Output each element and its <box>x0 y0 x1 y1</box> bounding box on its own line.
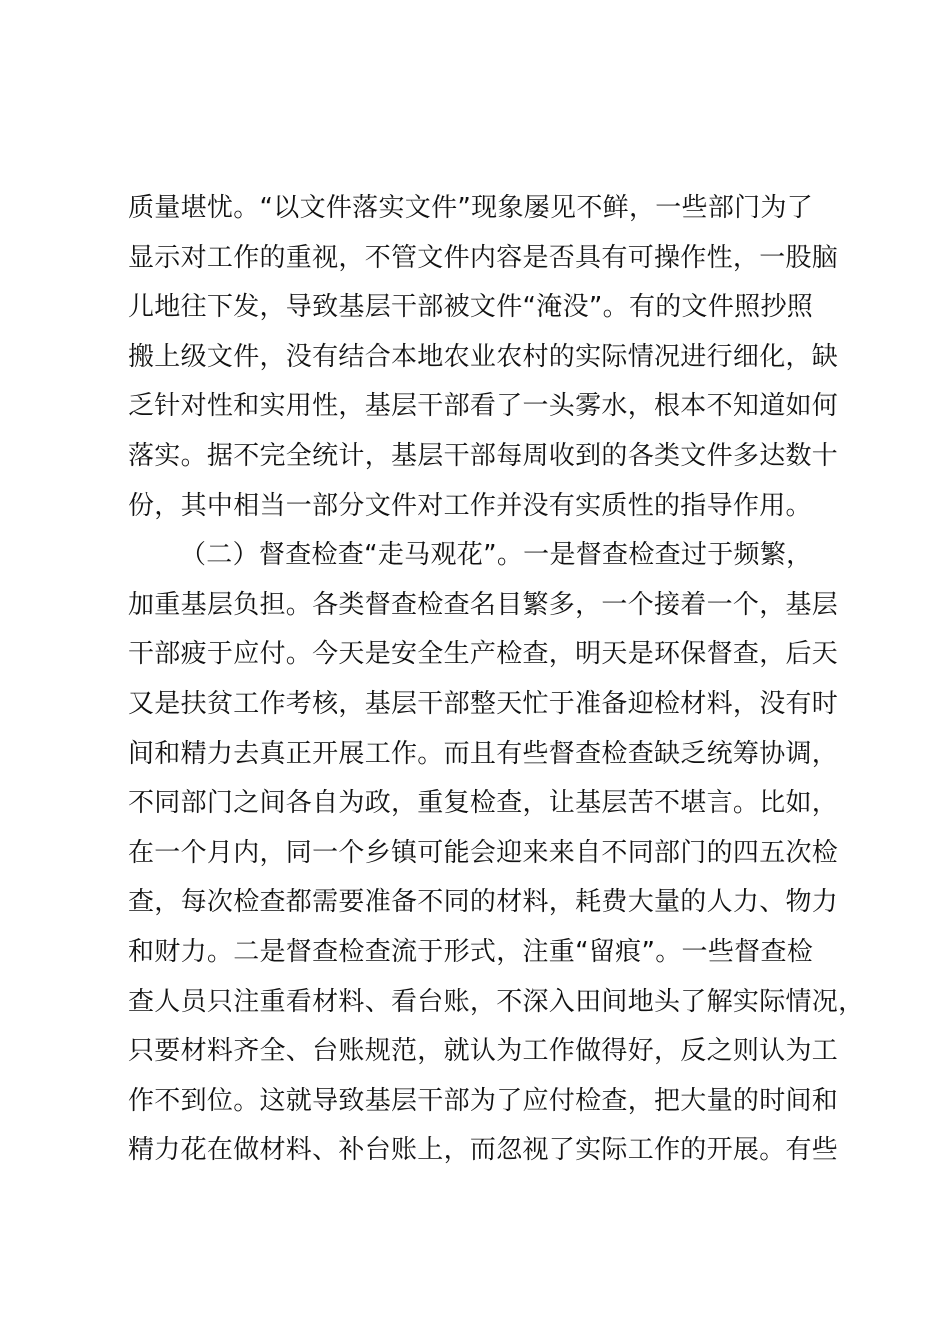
body-text <box>128 184 865 1176</box>
text-line: 儿地往下发，导致基层干部被文件“淹没”。有的文件照抄照 <box>128 292 814 323</box>
text-line: 质量堪忧。“以文件落实文件”现象屡见不鲜，一些部门为了 <box>128 193 814 223</box>
text-line: 搬上级文件，没有结合本地农业农村的实际情况进行细化，缺 <box>128 341 839 372</box>
text-line: 查，每次检查都需要准备不同的材料，耗费大量的人力、物力 <box>128 887 839 918</box>
text-line: 份，其中相当一部分文件对工作并没有实质性的指导作用。 <box>128 490 812 521</box>
text-line: 显示对工作的重视，不管文件内容是否具有可操作性，一股脑 <box>128 242 839 273</box>
text-line: 乏针对性和实用性，基层干部看了一头雾水，根本不知道如何 <box>128 391 839 422</box>
section-heading-line: （二）督查检查“走马观花”。一是督查检查过于频繁， <box>180 540 813 571</box>
text-line: 干部疲于应付。今天是安全生产检查，明天是环保督查，后天 <box>128 639 839 670</box>
text-line: 不同部门之间各自为政，重复检查，让基层苦不堪言。比如， <box>128 788 839 819</box>
text-line: 查人员只注重看材料、看台账，不深入田间地头了解实际情况， <box>128 986 865 1017</box>
text-line: 作不到位。这就导致基层干部为了应付检查，把大量的时间和 <box>128 1085 839 1116</box>
text-line: 和财力。二是督查检查流于形式，注重“留痕”。一些督查检 <box>128 936 814 967</box>
text-line: 落实。据不完全统计，基层干部每周收到的各类文件多达数十 <box>128 440 839 471</box>
text-line: 又是扶贫工作考核，基层干部整天忙于准备迎检材料，没有时 <box>128 688 839 719</box>
text-line: 在一个月内，同一个乡镇可能会迎来来自不同部门的四五次检 <box>128 837 839 868</box>
text-line: 只要材料齐全、台账规范，就认为工作做得好，反之则认为工 <box>128 1036 839 1067</box>
text-line: 间和精力去真正开展工作。而且有些督查检查缺乏统筹协调， <box>128 738 839 769</box>
text-line: 加重基层负担。各类督查检查名目繁多，一个接着一个，基层 <box>128 589 839 620</box>
text-line: 精力花在做材料、补台账上，而忽视了实际工作的开展。有些 <box>128 1135 839 1166</box>
